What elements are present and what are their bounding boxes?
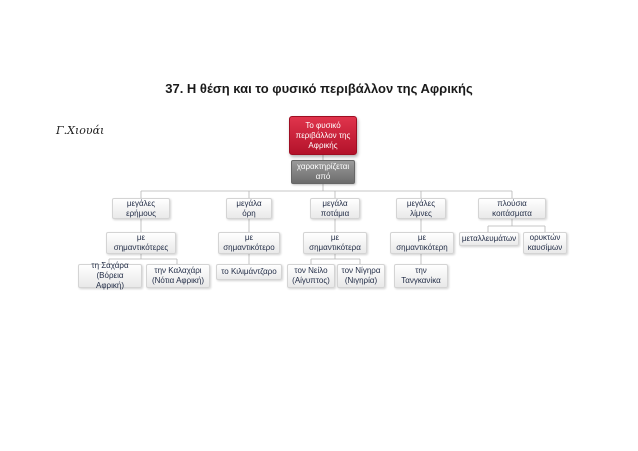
connector-deserts: με σημαντικότερες	[106, 232, 176, 254]
category-mountains: μεγάλα όρη	[226, 198, 272, 219]
item-fossil-fuels: ορυκτών καυσίμων	[523, 232, 567, 254]
connector-rivers: με σημαντικότερα	[303, 232, 367, 254]
category-rivers: μεγάλα ποτάμια	[310, 198, 360, 219]
item-tanganyika: την Τανγκανίκα	[394, 264, 448, 288]
author-signature: Γ.Χιουάι	[56, 124, 105, 137]
item-metals: μεταλλευμάτων	[459, 232, 519, 246]
root-node: Το φυσικό περιβάλλον της Αφρικής	[289, 116, 357, 155]
category-deposits: πλούσια κοιτάσματα	[478, 198, 546, 219]
item-nile: τον Νείλο (Αίγυπτος)	[287, 264, 335, 288]
item-kalahari: την Καλαχάρι (Νότια Αφρική)	[146, 264, 210, 288]
item-sahara: τη Σαχάρα (Βόρεια Αφρική)	[78, 264, 142, 288]
category-deserts: μεγάλες ερήμους	[112, 198, 170, 219]
page-title: 37. Η θέση και το φυσικό περιβάλλον της Αφρικής	[165, 81, 473, 96]
item-kilimanjaro: το Κιλιμάντζαρο	[216, 264, 282, 280]
category-lakes: μεγάλες λίμνες	[396, 198, 446, 219]
connector-mountains: με σημαντικότερο	[218, 232, 280, 254]
link-node: χαρακτηρίζεται από	[291, 160, 355, 184]
connector-lakes: με σημαντικότερη	[390, 232, 454, 254]
item-niger: τον Νίγηρα (Νιγηρία)	[337, 264, 385, 288]
